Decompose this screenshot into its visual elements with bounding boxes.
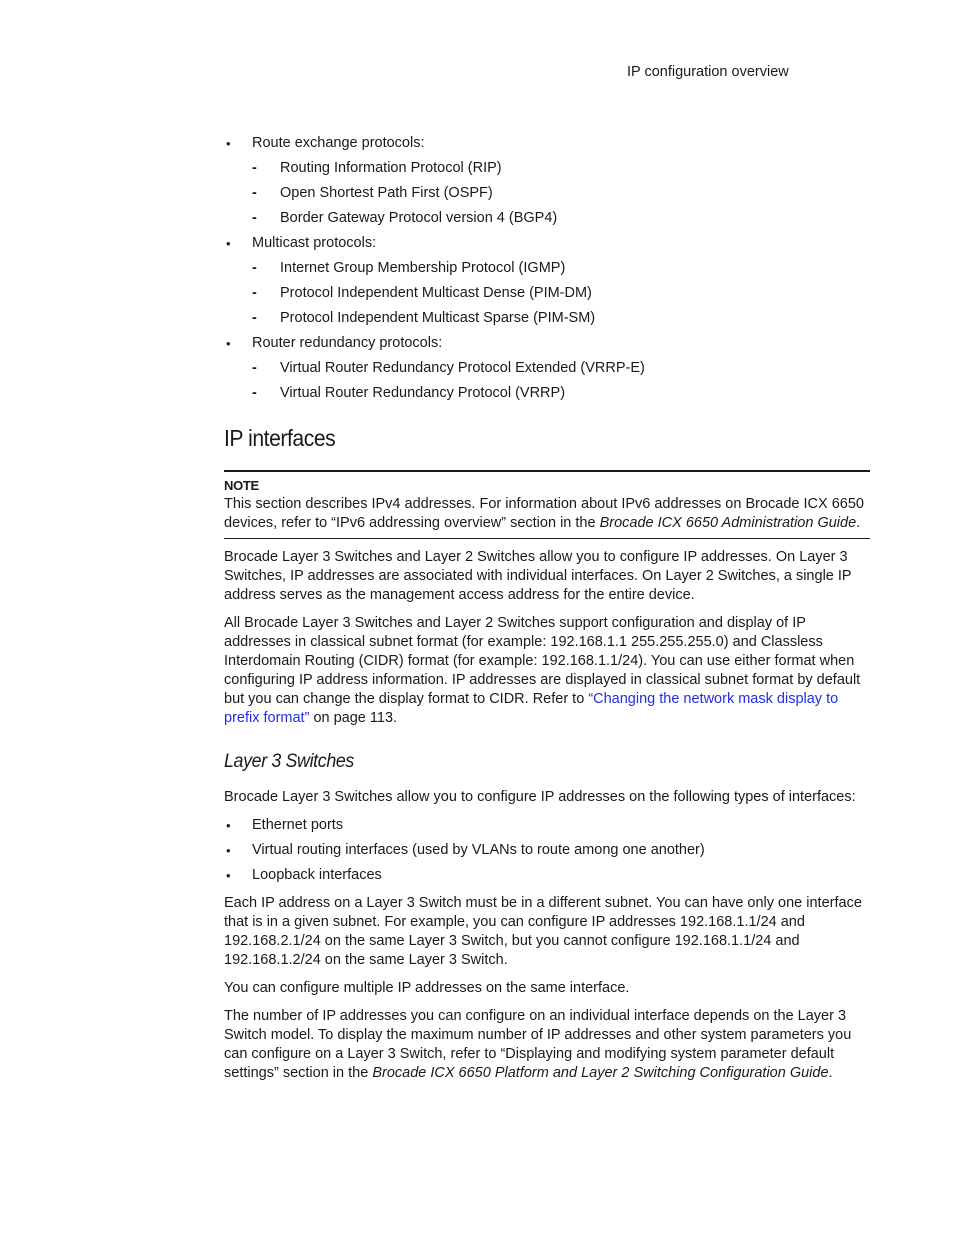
paragraph: Brocade Layer 3 Switches allow you to configure IP addresses on the following types of interfaces:	[224, 789, 856, 805]
dash-icon: -	[252, 385, 257, 401]
note-box	[224, 470, 870, 539]
bullet-icon: •	[226, 843, 231, 858]
sub-list-item	[252, 309, 870, 328]
bullet-icon: •	[226, 818, 231, 833]
paragraph	[224, 614, 870, 728]
subsection-heading: Layer 3 Switches	[224, 751, 354, 772]
sub-list	[252, 359, 870, 403]
paragraph-text-end: .	[828, 1065, 833, 1081]
dash-icon: -	[252, 360, 257, 376]
interface-type-list	[224, 816, 870, 885]
list-item	[224, 841, 870, 860]
sub-list-item	[252, 184, 870, 203]
list-item-label: Router redundancy protocols:	[252, 335, 443, 351]
sub-list-item	[252, 384, 870, 403]
sub-list-item-text: Open Shortest Path First (OSPF)	[280, 185, 493, 201]
bullet-icon: •	[226, 236, 231, 251]
note-label: NOTE	[224, 478, 259, 493]
section-heading: IP interfaces	[224, 425, 336, 451]
dash-icon: -	[252, 310, 257, 326]
sub-list-item	[252, 159, 870, 178]
paragraph	[224, 1007, 870, 1083]
dash-icon: -	[252, 185, 257, 201]
sub-list-item	[252, 209, 870, 228]
bullet-icon: •	[226, 136, 231, 151]
list-item-label: Route exchange protocols:	[252, 135, 425, 151]
dash-icon: -	[252, 160, 257, 176]
list-item	[224, 816, 870, 835]
paragraph: Each IP address on a Layer 3 Switch must be in a different subnet. You can have only one interface that is in a given subnet. For example, you can configure IP addresses 192.168.1.1/24 and 192.168.2.1/24 on the same Layer 3 Switch, but you cannot configure 192.168.1.1/24 and 192.168.1.2/24 on the same Layer 3 Switch.	[224, 895, 862, 968]
sub-list	[252, 259, 870, 328]
sub-list-item-text: Border Gateway Protocol version 4 (BGP4)	[280, 210, 558, 226]
sub-list	[252, 159, 870, 228]
note-text	[224, 495, 870, 533]
list-item-text: Ethernet ports	[252, 817, 344, 833]
sub-list-item-text: Routing Information Protocol (RIP)	[280, 160, 502, 176]
list-item	[224, 866, 870, 885]
paragraph-text: All Brocade Layer 3 Switches and Layer 2 Switches support configuration and display of IP addresses in classical subnet format (for example: 192.168.1.1 255.255.255.0) and Classless Interdomain Routing (CIDR) format (for example: 192.168.1.1/24). You can use either format when configuring IP address information. IP addresses are displayed in classical subnet format by default but you can change the display format to CIDR. Refer to	[224, 615, 861, 707]
list-item	[224, 334, 870, 403]
page-content	[224, 134, 870, 1092]
sub-list-item-text: Internet Group Membership Protocol (IGMP)	[280, 260, 566, 276]
dash-icon: -	[252, 260, 257, 276]
note-guide-title: Brocade ICX 6650 Administration Guide	[599, 515, 857, 531]
guide-title: Brocade ICX 6650 Platform and Layer 2 Switching Configuration Guide	[372, 1065, 829, 1081]
dash-icon: -	[252, 210, 257, 226]
protocol-list	[224, 134, 870, 403]
paragraph: Brocade Layer 3 Switches and Layer 2 Switches allow you to configure IP addresses. On Layer 3 Switches, IP addresses are associated with individual interfaces. On Layer 2 Switches, a single IP address serves as the management access address for the entire device.	[224, 549, 852, 603]
sub-list-item	[252, 359, 870, 378]
list-item	[224, 134, 870, 228]
bullet-icon: •	[226, 868, 231, 883]
dash-icon: -	[252, 285, 257, 301]
paragraph: You can configure multiple IP addresses on the same interface.	[224, 980, 630, 996]
note-text-end: .	[856, 515, 861, 531]
sub-list-item-text: Virtual Router Redundancy Protocol Extended (VRRP-E)	[280, 360, 645, 376]
sub-list-item	[252, 259, 870, 278]
sub-list-item-text: Virtual Router Redundancy Protocol (VRRP)	[280, 385, 566, 401]
paragraph-text-end: on page 113.	[309, 710, 398, 726]
list-item	[224, 234, 870, 328]
running-header: IP configuration overview	[627, 64, 789, 80]
list-item-text: Virtual routing interfaces (used by VLANs to route among one another)	[252, 842, 705, 858]
sub-list-item	[252, 284, 870, 303]
paragraph-text: The number of IP addresses you can configure on an individual interface depends on the Layer 3 Switch model. To display the maximum number of IP addresses and other system parameters you can configure on a Layer 3 Switch, refer to “Displaying and modifying system parameter default settings” section in the	[224, 1008, 852, 1081]
list-item-label: Multicast protocols:	[252, 235, 377, 251]
sub-list-item-text: Protocol Independent Multicast Sparse (PIM-SM)	[280, 310, 596, 326]
cross-reference-link[interactable]: “Changing the network mask display to prefix format”	[224, 691, 839, 726]
sub-list-item-text: Protocol Independent Multicast Dense (PIM-DM)	[280, 285, 592, 301]
list-item-text: Loopback interfaces	[252, 867, 382, 883]
bullet-icon: •	[226, 336, 231, 351]
note-text-part: This section describes IPv4 addresses. For information about IPv6 addresses on Brocade ICX 6650 devices, refer to “IPv6 addressing overview” section in the	[224, 496, 864, 531]
